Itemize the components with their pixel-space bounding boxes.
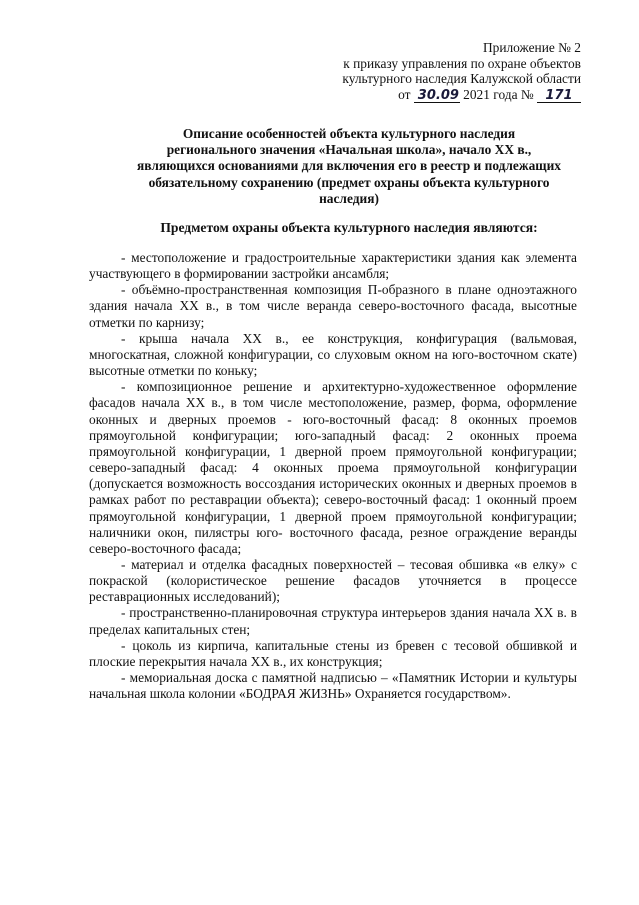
title-line-1: Описание особенностей объекта культурного наследия: [182, 126, 516, 141]
list-item: - объёмно-пространственная композиция П-образного в плане одноэтажного здания начала XX в., в том числе веранда северо-восточного фасада, высотные отметки по карнизу;: [89, 282, 577, 330]
list-item: - мемориальная доска с памятной надписью – «Памятник Истории и культуры начальная школа колонии «БОДРАЯ ЖИЗНЬ» Охраняется государством».: [89, 670, 577, 702]
list-item: - местоположение и градостроительные характеристики здания как элемента участвующего в формировании застройки ансамбля;: [89, 250, 577, 282]
list-item: - цоколь из кирпича, капитальные стены из бревен с тесовой обшивкой и плоские перекрытия начала XX в., их конструкция;: [89, 637, 577, 669]
title-line-4: обязательному сохранению (предмет охраны объекта культурного: [148, 174, 550, 190]
appendix-authority: культурного наследия Калужской области: [342, 71, 581, 87]
appendix-number: Приложение № 2: [482, 40, 581, 55]
list-item: - композиционное решение и архитектурно-художественное оформление фасадов начала XX в., в том числе местоположение, размер, форма, оформление оконных и дверных проемов - юго-восточный фасад: 8 оконных проемов прямоугольной конфигурации; юго-западный фасад: 2 оконных проема прямоугольной конфигурации, 1 дверной проем прямоугольной конфигурации; северо-западный фасад: 4 оконных проема прямоугольной конфигурации (допускается возможность воссоздания исторических оконных и дверных проемов в рамках работ по реставрации объекта); северо-восточный фасад: 1 оконный проем прямоугольной конфигурации, 1 дверной проем прямоугольной конфигурации; наличники окон, пилястры юго- восточного фасада, резное ограждение веранды северо-восточного фасада;: [89, 379, 577, 556]
document-title: [110, 126, 588, 207]
appendix-header: [261, 40, 581, 103]
year-number-label: 2021 года №: [463, 86, 534, 102]
appendix-date-line: [261, 87, 581, 103]
subject-heading: Предметом охраны объекта культурного наследия являются:: [160, 220, 538, 235]
from-label: от: [398, 86, 411, 102]
protection-items-list: [89, 250, 577, 702]
title-line-2: регионального значения «Начальная школа», начало XX в.,: [166, 142, 532, 158]
handwritten-order-number: 171: [537, 90, 581, 103]
title-line-3: являющихся основаниями для включения его в реестр и подлежащих: [137, 158, 561, 174]
title-line-5: наследия): [319, 190, 379, 206]
appendix-order-ref: к приказу управления по охране объектов: [343, 55, 581, 71]
handwritten-date: 30.09: [414, 90, 460, 103]
list-item: - материал и отделка фасадных поверхностей – тесовая обшивка «в елку» с покраской (колористическое решение фасадов уточняется в процессе реставрационных исследований);: [89, 556, 577, 605]
list-item: - пространственно-планировочная структура интерьеров здания начала XX в. в пределах капитальных стен;: [89, 605, 577, 637]
list-item: - крыша начала XX в., ее конструкция, конфигурация (вальмовая, многоскатная, сложной конфигурации, со слуховым окном на юго-восточном скате) высотные отметки по коньку;: [89, 330, 577, 379]
